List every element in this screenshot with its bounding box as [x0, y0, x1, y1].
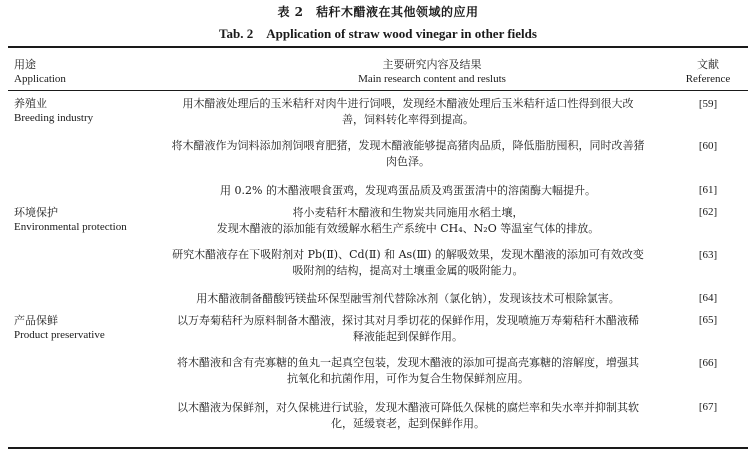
table-row-content: [140, 96, 676, 127]
content-line: 用木醋液处理后的玉米秸秆对肉牛进行饲喂，发现经木醋液处理后玉米秸秆适口性得到很大改: [182, 97, 634, 110]
reference-cell: [63]: [698, 249, 718, 261]
table-title-chinese: 表 2 秸秆木醋液在其他领域的应用: [277, 5, 479, 19]
content-line: 将木醋液和含有壳寡糖的鱼丸一起真空包装，发现木醋液的添加可提高壳寡糖的溶解度，增强其: [177, 356, 639, 369]
table-row-content: [140, 291, 676, 307]
content-line: 以木醋液为保鲜剂，对久保桃进行试验，发现木醋液可降低久保桃的腐烂率和失水率并抑制其软: [177, 401, 639, 414]
category-preservative: [14, 313, 105, 343]
content-line: 发现木醋液的添加能有效缓解水稻生产系统中 CH₄、N₂O 等温室气体的排放。: [216, 221, 600, 235]
table-row-content: [140, 400, 676, 431]
table-row-content: [140, 247, 676, 278]
content-line: 用木醋液制备醋酸钙镁盐环保型融雪剂代替除冰剂（氯化钠），发现该技术可根除氯害。: [196, 292, 620, 305]
table-row-content: [140, 205, 676, 236]
content-line: 将木醋液作为饲料添加剂饲喂育肥猪，发现木醋液能够提高猪肉品质，降低脂肪囤积，同时改善猪: [171, 139, 645, 152]
reference-cell: [66]: [698, 357, 718, 369]
reference-cell: [62]: [698, 206, 718, 218]
table-row-content: [140, 313, 676, 344]
category-label-zh: 养殖业: [14, 97, 47, 110]
table-row-content: [140, 138, 676, 169]
table-title-english: Tab. 2 Application of straw wood vinegar in other fields: [219, 26, 537, 41]
reference-cell: [60]: [698, 140, 718, 152]
header-reference-zh: 文献: [697, 58, 719, 71]
header-application: [14, 57, 66, 87]
content-line: 将小麦秸秆木醋液和生物炭共同施用水稻土壤，: [292, 206, 524, 219]
reference-cell: [67]: [698, 401, 718, 413]
content-line: 肉色泽。: [386, 154, 430, 168]
category-breeding: [14, 96, 93, 126]
reference-cell: [64]: [698, 292, 718, 304]
category-label-zh: 环境保护: [14, 206, 58, 219]
category-label-en: Product preservative: [14, 329, 105, 341]
header-main-content-zh: 主要研究内容及结果: [382, 58, 482, 71]
reference-cell: [61]: [698, 184, 718, 196]
header-main-content: [178, 57, 686, 87]
table-row-content: [140, 355, 676, 386]
content-line: 释液能起到保鲜作用。: [353, 329, 463, 343]
content-line: 抗氧化和抗菌作用，可作为复合生物保鲜剂应用。: [287, 371, 529, 385]
content-line: 善，饲料转化率得到提高。: [342, 112, 474, 126]
content-line: 吸附剂的结构，提高对土壤重金属的吸附能力。: [292, 263, 524, 277]
table-caption: [0, 4, 756, 42]
table-bottom-rule: [8, 447, 748, 449]
content-line: 化，延缓衰老，起到保鲜作用。: [331, 416, 485, 430]
reference-cell: [59]: [698, 98, 718, 110]
header-application-zh: 用途: [14, 58, 36, 71]
content-line: 用 0.2% 的木醋液喂食蛋鸡，发现鸡蛋品质及鸡蛋蛋清中的溶菌酶大幅提升。: [220, 184, 596, 197]
category-label-zh: 产品保鲜: [14, 314, 58, 327]
table-top-rule: [8, 46, 748, 48]
table-header-rule: [8, 90, 748, 91]
header-main-content-en: Main research content and resluts: [358, 73, 506, 85]
category-label-en: Breeding industry: [14, 112, 94, 124]
category-label-en: Environmental protection: [14, 221, 127, 233]
category-environmental: [14, 205, 127, 235]
table-row-content: [140, 183, 676, 199]
header-reference-en: Reference: [685, 73, 731, 85]
content-line: 研究木醋液存在下吸附剂对 Pb(Ⅱ)、Cd(Ⅱ) 和 As(Ⅲ) 的解吸效果，发现木醋液的添加可有效改变: [172, 248, 644, 261]
content-line: 以万寿菊秸秆为原料制备木醋液，探讨其对月季切花的保鲜作用，发现喷施万寿菊秸秆木醋液稀: [177, 314, 639, 327]
header-application-en: Application: [14, 73, 66, 85]
reference-cell: [65]: [698, 314, 718, 326]
header-reference: [670, 57, 746, 87]
